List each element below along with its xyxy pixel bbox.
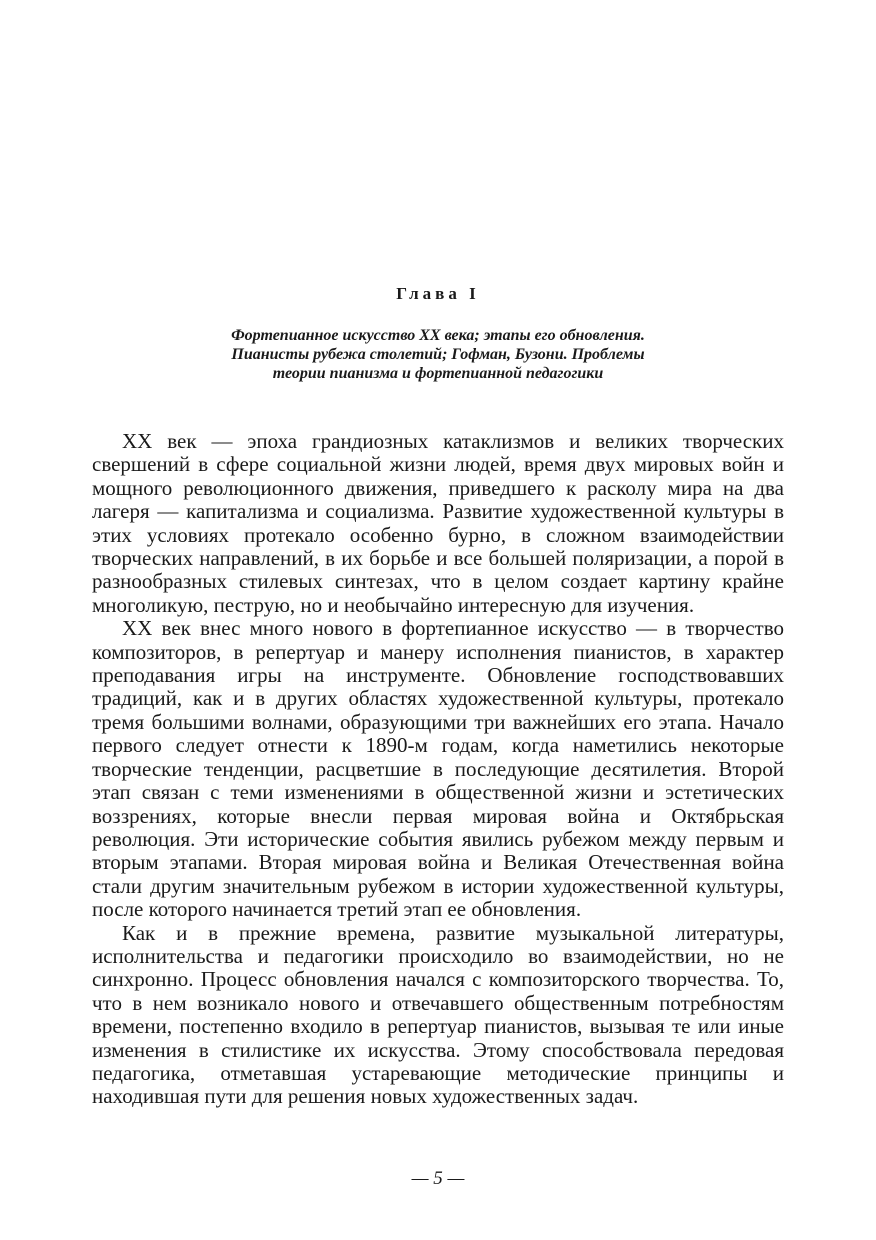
subtitle-line: Пианисты рубежа столетий; Гофман, Бузони. Проблемы bbox=[231, 346, 645, 363]
chapter-subtitle bbox=[120, 326, 756, 383]
chapter-heading: Глава I bbox=[396, 284, 480, 303]
paragraph: XX век внес много нового в фортепианное искусство — в творчество композиторов, в репертуар и манеру исполнения пианистов, в характер преподавания игры на инструменте. Обновление господствовавших традиций, как и в других областях художественной культуры, протекало тремя большими волнами, образующими три важнейших его этапа. Начало первого следует отнести к 1890-м годам, когда наметились некоторые творческие тенденции, расцветшие в последующие десятилетия. Второй этап связан с теми изменениями в общественной жизни и эстетических воззрениях, которые внесли первая мировая война и Октябрьская революция. Эти исторические события явились рубежом между первым и вторым этапами. Вторая мировая война и Великая Отечественная война стали другим значительным рубежом в истории художественной культуры, после которого начинается третий этап ее обновления. bbox=[92, 616, 784, 922]
body-text bbox=[92, 430, 784, 1109]
paragraph: XX век — эпоха грандиозных катаклизмов и великих творческих свершений в сфере социальной жизни людей, время двух мировых войн и мощного революционного движения, приведшего к расколу мира на два лагеря — капитализма и социализма. Развитие художественной культуры в этих условиях протекало особенно бурно, в сложном взаимодействии творческих направлений, в их борьбе и все большей поляризации, а порой в разнообразных стилевых синтезах, что в целом создает картину крайне многоликую, пеструю, но и необычайно интересную для изучения. bbox=[92, 429, 784, 617]
subtitle-line: теории пианизма и фортепианной педагогики bbox=[272, 365, 604, 382]
subtitle-line: Фортепианное искусство XX века; этапы его обновления. bbox=[231, 327, 645, 344]
page-number: — 5 — bbox=[411, 1168, 465, 1189]
paragraph: Как и в прежние времена, развитие музыкальной литературы, исполнительства и педагогики происходило во взаимодействии, но не синхронно. Процесс обновления начался с композиторского творчества. То, что в нем возникало нового и отвечавшего общественным потребностям времени, постепенно входило в репертуар пианистов, вызывая те или иные изменения в стилистике их искусства. Этому способствовала передовая педагогика, отметавшая устаревающие методические принципы и находившая пути для решения новых художественных задач. bbox=[92, 920, 784, 1109]
